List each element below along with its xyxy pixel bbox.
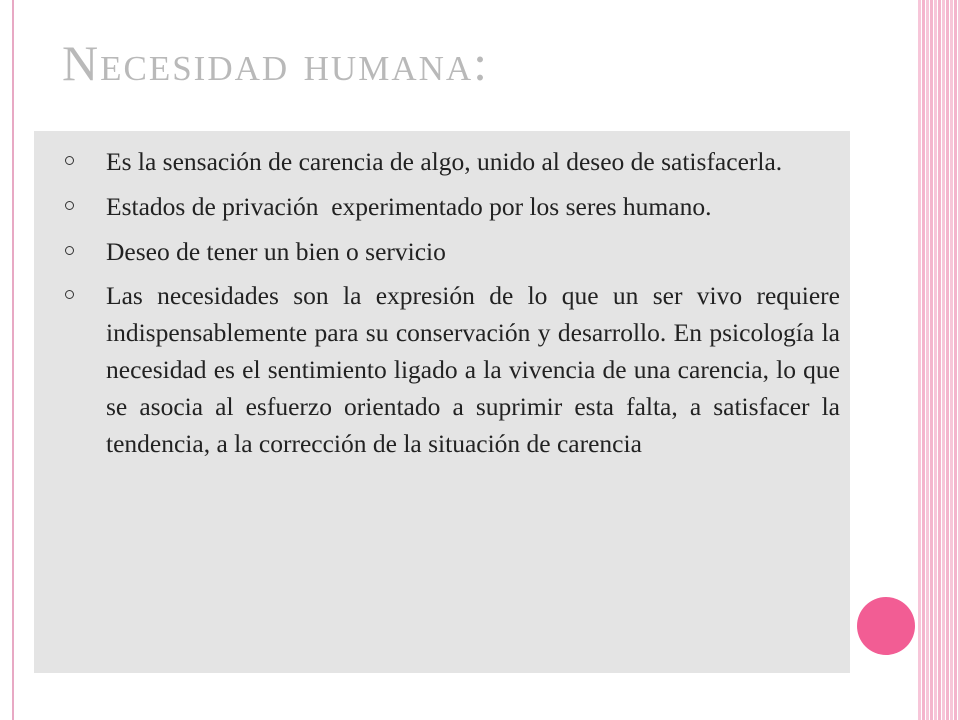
content-box — [34, 131, 850, 673]
bullet-item — [64, 278, 840, 462]
bullet-circle-icon — [65, 156, 74, 165]
left-border-line — [12, 0, 14, 720]
bullet-item — [64, 144, 840, 181]
bullet-text: Estados de privación experimentado por los seres humano. — [106, 191, 712, 221]
bullet-circle-icon — [65, 290, 74, 299]
bullet-item — [64, 189, 840, 226]
decorative-stripes — [918, 0, 960, 720]
bullet-text: Las necesidades son la expresión de lo que un ser vivo requiere indispensablemente para su conservación y desarrollo. En psicología la necesidad es el sentimiento ligado a la vivencia de una carencia, lo que se asocia al esfuerzo orientado a suprimir esta falta, a satisfacer la tendencia, a la corrección de la situación de carencia — [106, 281, 840, 458]
bullet-text: Es la sensación de carencia de algo, unido al deseo de satisfacerla. — [106, 147, 783, 176]
slide-title: Necesidad humana: — [62, 35, 490, 91]
decorative-pink-circle — [857, 597, 915, 655]
bullet-text: Deseo de tener un bien o servicio — [106, 236, 446, 266]
bullet-item — [64, 234, 840, 271]
bullet-circle-icon — [65, 201, 74, 210]
bullet-list — [64, 144, 840, 462]
bullet-circle-icon — [65, 246, 74, 255]
